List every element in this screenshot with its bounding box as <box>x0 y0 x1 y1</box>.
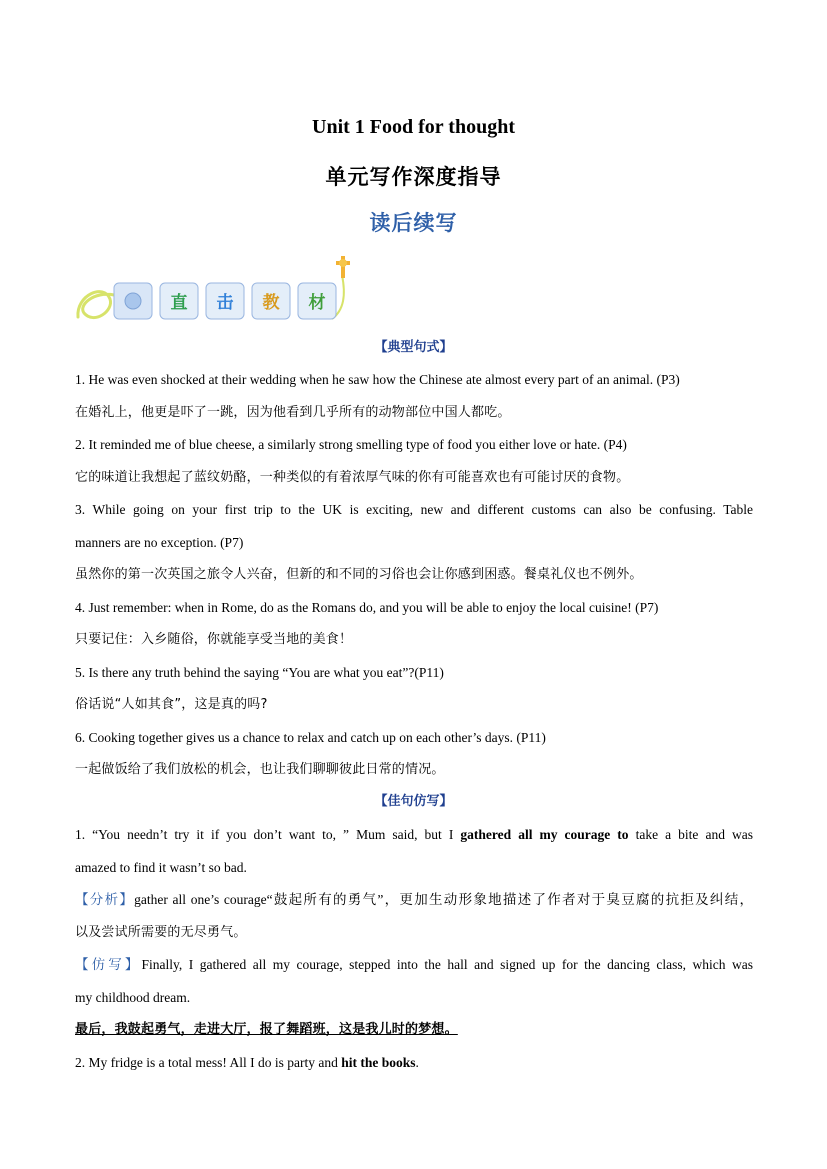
typical-en-6: 6. Cooking together gives us a chance to relax and catch up on each other’s days. (P11) <box>75 730 546 745</box>
banner-tiles <box>114 283 336 319</box>
imitation-1-pre: 1. “You needn’t try it if you don’t want to, ” Mum said, but I <box>75 827 461 842</box>
typical-zh-6: 一起做饭给了我们放松的机会，也让我们聊聊彼此日常的情况。 <box>75 762 445 777</box>
imitation-2-line1 <box>75 1053 753 1073</box>
imitation-2-post: . <box>415 1055 419 1070</box>
imitate-line1 <box>75 955 753 975</box>
typical-zh-4: 只要记住：入乡随俗，你就能享受当地的美食！ <box>75 632 353 647</box>
typical-en-2: 2. It reminded me of blue cheese, a similarly strong smelling type of food you either love or hate. (P4) <box>75 437 627 452</box>
textbook-banner <box>74 255 364 335</box>
analysis-line1 <box>75 890 753 910</box>
typical-en-1: 1. He was even shocked at their wedding when he saw how the Chinese ate almost every part of an animal. (P3) <box>75 372 680 387</box>
typical-en-4: 4. Just remember: when in Rome, do as the Romans do, and you will be able to enjoy the local cuisine! (P7) <box>75 600 659 615</box>
unit-title: Unit 1 Food for thought <box>312 116 515 138</box>
imitation-2-key-phrase: hit the books <box>341 1055 416 1070</box>
imitation-heading: 【佳句仿写】 <box>374 794 453 809</box>
analysis-text-a: gather all one’s courage“鼓起所有的勇气”，更加生动形象地描述了作者对于臭豆腐的抗拒及纠结， <box>134 892 753 907</box>
section-title: 读后续写 <box>369 211 458 235</box>
typical-heading: 【典型句式】 <box>374 340 453 355</box>
typical-en-3b: manners are no exception. (P7) <box>75 535 244 550</box>
imitation-1-post: take a bite and was <box>628 827 753 842</box>
banner-char-3: 教 <box>262 293 280 313</box>
imitate-translation: 最后，我鼓起勇气，走进大厅，报了舞蹈班，这是我儿时的梦想。 <box>75 1022 458 1037</box>
imitation-2-pre: 2. My fridge is a total mess! All I do is party and <box>75 1055 342 1070</box>
typical-zh-1: 在婚礼上，他更是吓了一跳，因为他看到几乎所有的动物部位中国人都吃。 <box>75 405 511 420</box>
flower-icon <box>336 256 350 278</box>
imitate-text-a: Finally, I gathered all my courage, stepped into the hall and signed up for the dancing class, which was <box>141 957 753 972</box>
typical-en-3a: 3. While going on your first trip to the UK is exciting, new and different customs can also be confusing. Table <box>75 502 753 517</box>
typical-zh-2: 它的味道让我想起了蓝纹奶酪，一种类似的有着浓厚气味的你有可能喜欢也有可能讨厌的食物。 <box>75 470 630 485</box>
typical-zh-5: 俗话说“人如其食”，这是真的吗? <box>75 697 268 712</box>
banner-char-1: 直 <box>170 293 188 313</box>
imitate-line2: my childhood dream. <box>75 990 191 1005</box>
guide-title: 单元写作深度指导 <box>325 165 502 189</box>
banner-char-2: 击 <box>216 293 234 313</box>
imitation-1-line2: amazed to find it wasn’t so bad. <box>75 860 247 875</box>
analysis-tag: 【分析】 <box>75 892 135 908</box>
imitate-tag: 【仿写】 <box>75 957 142 973</box>
banner-char-4: 材 <box>308 293 326 313</box>
imitation-1-key-phrase: gathered all my courage to <box>460 827 629 842</box>
typical-en-5: 5. Is there any truth behind the saying “You are what you eat”?(P11) <box>75 665 444 680</box>
analysis-line2: 以及尝试所需要的无尽勇气。 <box>75 925 247 940</box>
typical-zh-3: 虽然你的第一次英国之旅令人兴奋，但新的和不同的习俗也会让你感到困惑。餐桌礼仪也不例外。 <box>75 567 643 582</box>
imitation-1-line1 <box>75 825 753 845</box>
